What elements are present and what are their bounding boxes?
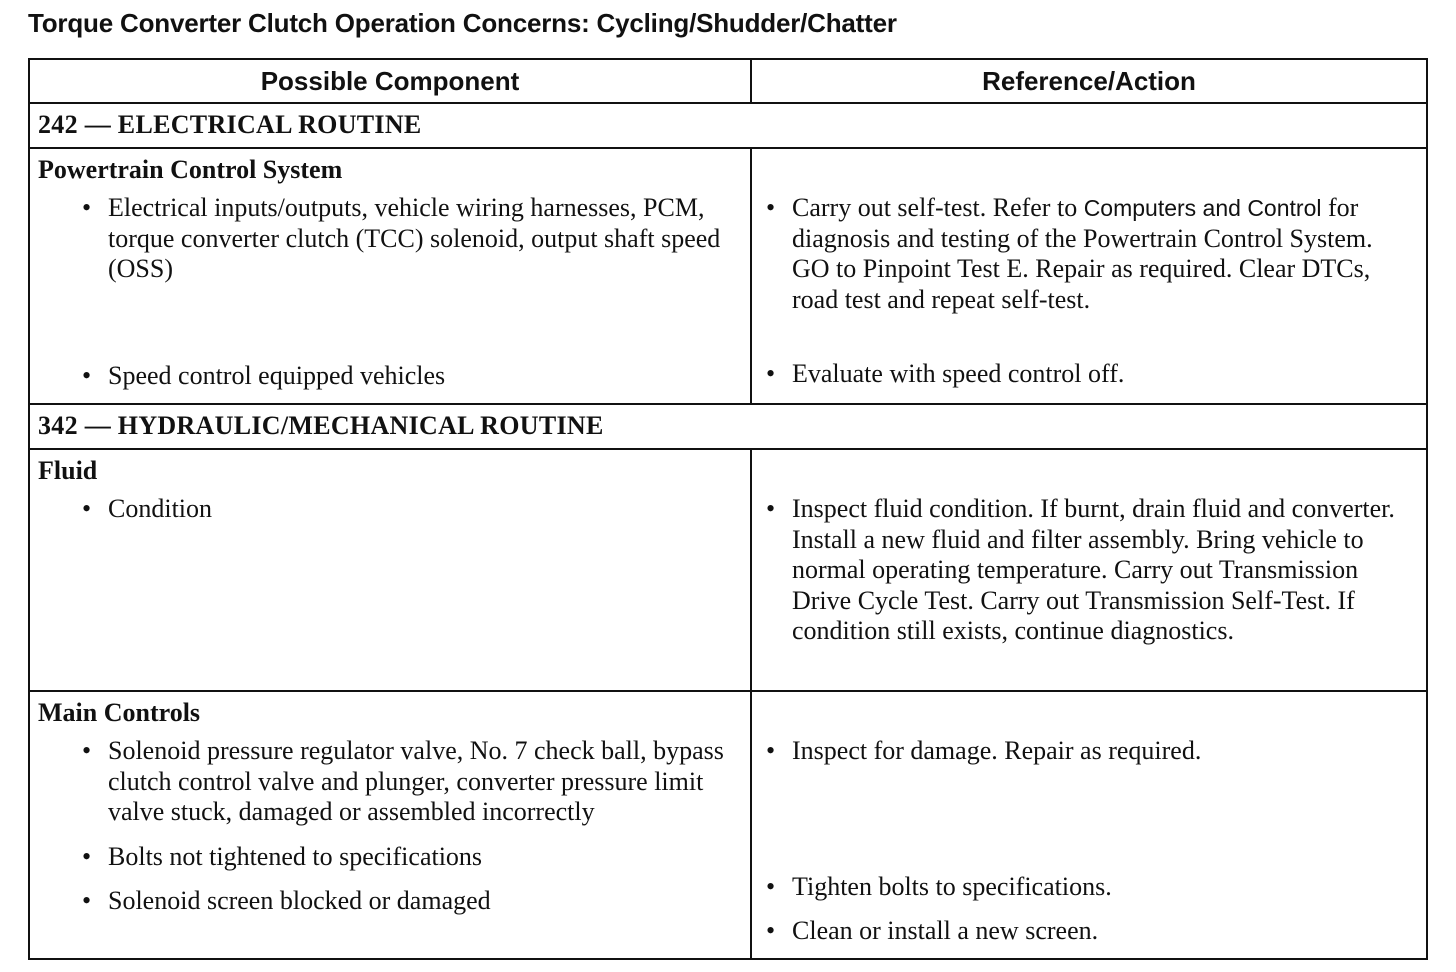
header-possible-component: Possible Component: [29, 59, 751, 103]
component-bolts: • Bolts not tightened to specifications: [30, 842, 750, 873]
header-reference-action: Reference/Action: [751, 59, 1427, 103]
component-regulator-valve: • Solenoid pressure regulator valve, No. 7 check ball, bypass clutch control valve and plunger, converter pressure limit valve stuck, damaged or assembled incorrectly: [30, 736, 750, 828]
action-clean-screen: • Clean or install a new screen.: [752, 916, 1426, 947]
component-fluid-condition: • Condition: [30, 494, 750, 525]
action-self-test: [752, 193, 1426, 315]
powertrain-component-cell: [29, 148, 751, 404]
header-row: [29, 59, 1427, 103]
main-controls-action-cell: [751, 691, 1427, 959]
component-electrical-inputs: • Electrical inputs/outputs, vehicle wiring harnesses, PCM, torque converter clutch (TCC) solenoid, output shaft speed (OSS): [30, 193, 750, 285]
powertrain-action-cell: [751, 148, 1427, 404]
action-inspect-damage: • Inspect for damage. Repair as required.: [752, 736, 1426, 767]
routine-242-label: 242 — ELECTRICAL ROUTINE: [29, 103, 1427, 148]
section-heading-main-controls: Main Controls: [38, 698, 201, 727]
fluid-action-cell: [751, 449, 1427, 691]
action-self-test-text-2: for diagnosis and testing of the Powertrain Control System. GO to Pinpoint Test E. Repair as required. Clear DTCs, road test and repeat self-test.: [792, 193, 1373, 314]
component-speed-control: • Speed control equipped vehicles: [30, 361, 750, 392]
action-tighten-bolts: • Tighten bolts to specifications.: [752, 872, 1426, 903]
document-title: Torque Converter Clutch Operation Concerns: Cycling/Shudder/Chatter: [28, 8, 897, 38]
section-row-fluid: [29, 449, 1427, 691]
routine-row-242: [29, 103, 1427, 148]
action-speed-control-off: • Evaluate with speed control off.: [752, 359, 1426, 390]
action-self-test-text-1: Carry out self-test. Refer to: [792, 193, 1084, 222]
fluid-component-cell: [29, 449, 751, 691]
main-controls-component-cell: [29, 691, 751, 959]
section-row-main-controls: [29, 691, 1427, 959]
routine-342-label: 342 — HYDRAULIC/MECHANICAL ROUTINE: [29, 404, 1427, 449]
section-heading-powertrain: Powertrain Control System: [38, 155, 343, 184]
section-heading-fluid: Fluid: [38, 456, 98, 485]
diagnosis-table: [28, 58, 1428, 960]
computers-and-control-reference: Computers and Control: [1083, 195, 1322, 221]
routine-row-342: [29, 404, 1427, 449]
section-row-powertrain: [29, 148, 1427, 404]
action-inspect-fluid: • Inspect fluid condition. If burnt, drain fluid and converter. Install a new fluid and filter assembly. Bring vehicle to normal operating temperature. Carry out Transmission Drive Cycle Test. Carry out Transmission Self-Test. If condition still exists, continue diagnostics.: [752, 494, 1426, 647]
component-solenoid-screen: • Solenoid screen blocked or damaged: [30, 886, 750, 917]
